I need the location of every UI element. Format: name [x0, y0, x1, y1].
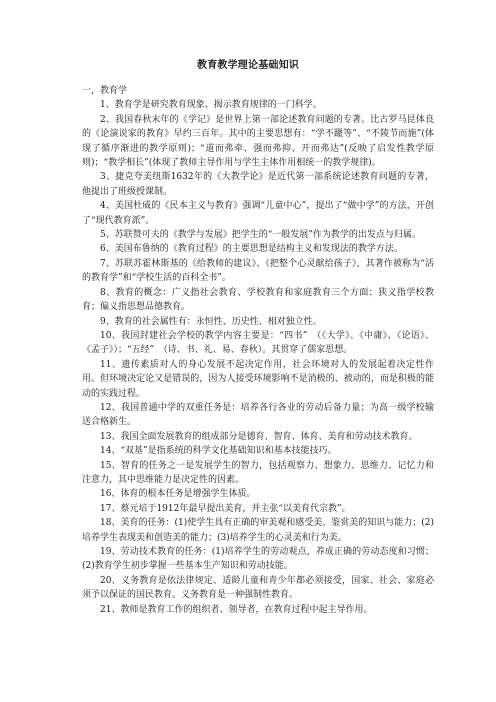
paragraph: 5、苏联赞可夫的《教学与发展》把学生的“一般发展”作为教学的出发点与归属。 [100, 230, 421, 241]
paragraph: 3、捷克夸美纽斯1632年的《大教学论》是近代第一部系统论述教育问题的专著，他提出了班级授课制。 [82, 172, 434, 197]
paragraph: 2、我国春秋末年的《学记》是世界上第一部论述教育问题的专著。比古罗马昆体良的《论演说家的教育》早约三百年。其中的主要思想有：“学不躐等”、“不陵节而施”(体现了循序渐进的教学原则)；“道而弗牵、强而弗抑、开而弗达”(反映了启发性教学原则)；“教学相长”(体现了教师主导作用与学生主体作用相统一的教学规律)。 [82, 114, 434, 169]
paragraph: 4、美国杜威的《民本主义与教育》强调“儿童中心”，提出了“做中学”的方法，开创了“现代教育派”。 [82, 201, 434, 226]
paragraph: 20、义务教育是依法律规定、适龄儿童和青少年都必须接受，国家、社会、家庭必须予以保证的国民教育。义务教育是一种强制性教育。 [82, 575, 434, 601]
paragraph: 6、美国布鲁纳的《教育过程》的主要思想是结构主义和发现法的教学方法。 [100, 244, 403, 255]
paragraph: 12、我国普通中学的双重任务是：培养各行各业的劳动后备力量；为高一级学校输送合格新生。 [82, 402, 434, 428]
paragraph: 9、教育的社会属性有：永恒性、历史性、相对独立性。 [100, 316, 322, 327]
paragraph: 19、劳动技术教育的任务：(1)培养学生的劳动观点，养成正确的劳动态度和习惯；(2)教育学生初步掌握一些基本生产知识和劳动技能。 [82, 547, 434, 572]
paragraph: 21、教师是教育工作的组织者、领导者，在教育过程中起主导作用。 [100, 604, 373, 615]
paragraph: 8、教育的概念：广义指社会教育、学校教育和家庭教育三个方面；狭义指学校教育；偏义指思想品德教育。 [82, 287, 434, 313]
paragraph: 11、遗传素质对人的身心发展不起决定作用，社会环境对人的发展起着决定性作用。但环境决定论又是错误的，因为人接受环境影响不是消极的、被动的，而是积极的能动的实践过程。 [82, 359, 434, 399]
paragraph: 15、智育的任务之一是发展学生的智力，包括观察力、想象力、思维力、记忆力和注意力，其中思维能力是决定性的因素。 [82, 460, 434, 485]
paragraph: 16、体育的根本任务是增强学生体质。 [100, 489, 256, 500]
document-body [82, 84, 434, 617]
paragraph: 7、苏联苏霍林斯基的《给教师的建议》、《把整个心灵献给孩子》，其著作被称为“活的教育学”和“学校生活的百科全书”。 [82, 258, 434, 284]
paragraph: 10、我国封建社会学校的教学内容主要是：“四书” （《大学》、《中庸》、《论语》、《孟子》）；“五经” （诗、书、礼、易、春秋）。其贯穿了儒家思想。 [82, 330, 434, 356]
paragraph: 13、我国全面发展教育的组成部分是德育、智育、体育、美育和劳动技术教育。 [100, 431, 418, 442]
document-title: 教育教学理论基础知识 [197, 60, 299, 71]
paragraph: 1、教育学是研究教育现象、揭示教育规律的一门科学。 [100, 100, 322, 111]
paragraph: 18、美育的任务：(1)使学生具有正确的审美观和感受美、鉴赏美的知识与能力；(2)培养学生表现美和创造美的能力；(3)培养学生的心灵美和行为美。 [82, 518, 434, 543]
section-heading: 一，教育学 [82, 86, 128, 96]
paragraph: 14、“双基”是指系统的科学文化基础知识和基本技能技巧。 [100, 446, 337, 457]
paragraph: 17、蔡元培于1912年最早提出美育，并主张“以美育代宗教”。 [100, 503, 351, 514]
